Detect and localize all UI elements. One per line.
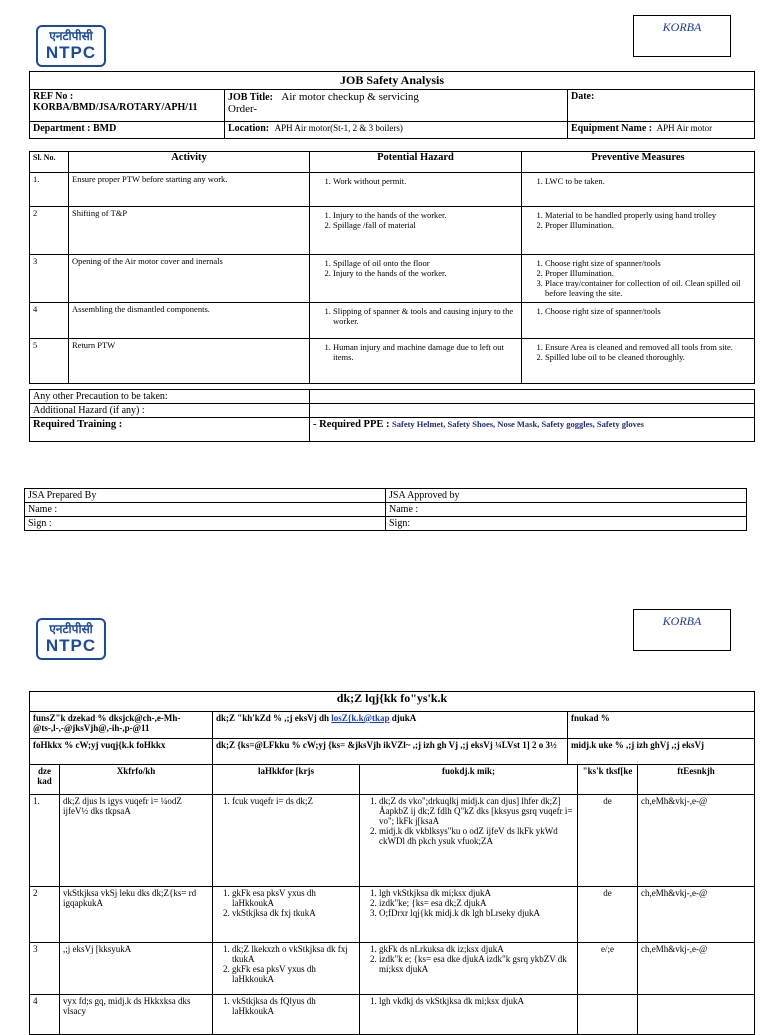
korba-box-2: KORBA <box>633 609 731 651</box>
location-label: Location: <box>228 123 270 134</box>
hazard-list <box>216 796 356 806</box>
hindi-title: dk;Z lqj{kk fo"ys'k.k <box>30 692 755 712</box>
logo-text: NTPC <box>45 636 97 655</box>
measure-list <box>525 176 751 186</box>
row-hazards <box>310 303 522 339</box>
hindi-location: dk;Z {ks=@LFkku % cW;yj {ks= &jksVjh ikVZl~ ,;j izh gh Vj ,;j eksVj ¼LVst 1] 2 o 3½ <box>213 739 568 765</box>
jsa-header-table <box>29 71 755 139</box>
row-hazards <box>310 339 522 384</box>
list-item: 2. izdk"ke; {ks= esa dk;Z djukA <box>379 898 574 908</box>
row-activity: vyx fd;s gq, midj.k ds Hkkxksa dks vlsacy <box>60 995 213 1035</box>
row-risk <box>578 995 638 1035</box>
row-measures <box>522 173 755 207</box>
list-item: 2. vkStkjksa dk fxj tkukA <box>232 908 356 918</box>
row-activity: Assembling the dismantled components. <box>69 303 310 339</box>
row-risk: e/;e <box>578 943 638 995</box>
list-item: 2. izdk"k e; {ks= esa dke djukA izdk"k gsrq ykbZV dk mi;ksx djukA <box>379 954 574 974</box>
hindi-job-suffix: djukA <box>389 713 417 723</box>
hindi-job-prefix: dk;Z "kh'kZd % ,;j eksVj dh <box>216 713 332 723</box>
table-row <box>30 255 755 303</box>
col-activity: Activity <box>69 152 310 173</box>
row-measures <box>522 207 755 255</box>
list-item: 1. lgh vkdkj ds vkStkjksa dk mi;ksx djukA <box>379 996 574 1006</box>
list-item: 2. gkFk esa pksV yxus dh laHkkoukA <box>232 964 356 984</box>
row-measures <box>522 255 755 303</box>
list-item: 1. Spillage of oil onto the floor <box>333 258 518 268</box>
ref-cell <box>30 90 225 122</box>
ref-value: KORBA/BMD/JSA/ROTARY/APH/11 <box>33 102 198 113</box>
row-measures <box>360 795 578 887</box>
ntpc-logo <box>36 25 106 67</box>
job-title-value: Air motor checkup & servicing <box>281 91 419 103</box>
row-risk: de <box>578 795 638 887</box>
list-item: 1. Ensure Area is cleaned and removed all tools from site. <box>545 342 751 352</box>
required-ppe-value: Safety Helmet, Safety Shoes, Nose Mask, Safety goggles, Safety gloves <box>392 419 644 429</box>
hazard-list <box>216 888 356 918</box>
required-ppe-label: - Required PPE : <box>313 419 390 430</box>
hindi-date: fnukad % <box>568 712 755 739</box>
measure-list <box>363 996 574 1006</box>
hazard-list <box>313 210 518 230</box>
hazard-list <box>313 258 518 278</box>
hazard-list <box>313 342 518 362</box>
row-risk: de <box>578 887 638 943</box>
required-ppe-cell <box>310 418 755 442</box>
hindi-ref: funsZ"k dzekad % dksjck@ch-,e-Mh-@ts-,l-,-@jksVjh@,-ih-,p-@11 <box>30 712 213 739</box>
list-item: 1. dk;Z ds vko";drkuqlkj midj.k can djus] lhfer dk;Z] ÅapkbZ ij dk;Z fdlh Q"kZ dks [kksyus gsrq vuqefr i= vo"; lkFk j[ksaA <box>379 796 574 826</box>
measure-list <box>363 888 574 918</box>
row-sl: 4 <box>30 303 69 339</box>
h-col-hazard: laHkkfor [krjs <box>213 765 360 795</box>
list-item: 3. Place tray/container for collection of oil. Clean spilled oil before leaving the site. <box>545 278 751 298</box>
row-sl: 2 <box>30 207 69 255</box>
row-sl: 3 <box>30 943 60 995</box>
row-activity: vkStkjksa vkSj leku dks dk;Z{ks= rd igqapkukA <box>60 887 213 943</box>
row-hazards <box>310 207 522 255</box>
table-row <box>30 995 755 1035</box>
list-item: 1. Injury to the hands of the worker. <box>333 210 518 220</box>
other-precaution: Any other Precaution to be taken: <box>30 390 310 404</box>
signoff-table <box>24 488 747 531</box>
name-left: Name : <box>25 503 386 517</box>
col-measures: Preventive Measures <box>522 152 755 173</box>
row-responsibility: ch,eMh&vkj-,e-@ <box>638 887 755 943</box>
hindi-job-title <box>213 712 568 739</box>
list-item: 3. O;fDrxr lqj{kk midj.k dk lgh bLrseky djukA <box>379 908 574 918</box>
h-col-activity: Xkfrfo/kh <box>60 765 213 795</box>
row-responsibility: ch,eMh&vkj-,e-@ <box>638 943 755 995</box>
location-value: APH Air motor(St-1, 2 & 3 boilers) <box>274 123 403 133</box>
measure-list <box>525 306 751 316</box>
row-sl: 1. <box>30 795 60 887</box>
list-item: 1. LWC to be taken. <box>545 176 751 186</box>
jsa-hindi-header-table <box>29 691 755 765</box>
hazard-list <box>313 306 518 326</box>
row-hazards <box>213 995 360 1035</box>
additional-hazard: Additional Hazard (if any) : <box>30 404 310 418</box>
h-col-resp: ftEesnkjh <box>638 765 755 795</box>
department: Department : BMD <box>30 122 225 139</box>
measure-list <box>363 796 574 846</box>
h-col-measures: fuokdj.k mik; <box>360 765 578 795</box>
table-row <box>30 207 755 255</box>
list-item: 2. Injury to the hands of the worker. <box>333 268 518 278</box>
list-item: 2. Spilled lube oil to be cleaned thoroughly. <box>545 352 751 362</box>
row-activity: dk;Z djus ls igys vuqefr i= ¼odZ ijfeV½ dks tkpsaA <box>60 795 213 887</box>
hindi-job-link[interactable]: losZ{k.k@tkap <box>331 713 390 723</box>
row-responsibility <box>638 995 755 1035</box>
list-item: 2. midj.k dk vkblksys"ku o odZ ijfeV ds lkFk ykWd ckWDl dh pkch ysuk vfuok;ZA <box>379 826 574 846</box>
row-activity: ,;j eksVj [kksyukA <box>60 943 213 995</box>
logo-hindi: एनटीपीसी <box>49 29 93 43</box>
measure-list <box>525 258 751 298</box>
list-item: 1. Human injury and machine damage due to left out items. <box>333 342 518 362</box>
order-label: Order- <box>228 103 258 115</box>
sign-left: Sign : <box>25 517 386 531</box>
list-item: 1. Material to be handled properly using hand trolley <box>545 210 751 220</box>
row-measures <box>360 995 578 1035</box>
row-hazards <box>213 795 360 887</box>
row-measures <box>522 339 755 384</box>
list-item: 1. dk;Z lkekxzh o vkStkjksa dk fxj tkukA <box>232 944 356 964</box>
list-item: 2. Proper Illumination. <box>545 268 751 278</box>
row-activity: Opening of the Air motor cover and inernals <box>69 255 310 303</box>
row-hazards <box>213 887 360 943</box>
list-item: 1. gkFk ds nLrkuksa dk iz;ksx djukA <box>379 944 574 954</box>
row-sl: 3 <box>30 255 69 303</box>
col-hazard: Potential Hazard <box>310 152 522 173</box>
list-item: 1. Slipping of spanner & tools and causing injury to the worker. <box>333 306 518 326</box>
list-item: 2. Spillage /fall of material <box>333 220 518 230</box>
row-hazards <box>310 255 522 303</box>
measure-list <box>525 342 751 362</box>
hindi-activity-table <box>29 764 755 1035</box>
row-sl: 4 <box>30 995 60 1035</box>
table-row <box>30 303 755 339</box>
measure-list <box>363 944 574 974</box>
equipment-cell <box>568 122 755 139</box>
list-item: 1. gkFk esa pksV yxus dh laHkkoukA <box>232 888 356 908</box>
row-responsibility: ch,eMh&vkj-,e-@ <box>638 795 755 887</box>
activity-rows <box>30 173 755 384</box>
h-col-risk: "ks'k tksf[ke <box>578 765 638 795</box>
row-measures <box>522 303 755 339</box>
hazard-list <box>216 944 356 984</box>
col-sl: Sl. No. <box>30 152 69 173</box>
row-sl: 5 <box>30 339 69 384</box>
equipment-value: APH Air motor <box>656 123 713 133</box>
table-row <box>30 887 755 943</box>
hindi-dept: foHkkx % cW;yj vuqj{k.k foHkkx <box>30 739 213 765</box>
measure-list <box>525 210 751 230</box>
hindi-activity-rows <box>30 795 755 1035</box>
logo-text: NTPC <box>45 43 97 62</box>
korba-box: KORBA <box>633 15 731 57</box>
list-item: 1. lgh vkStkjksa dk mi;ksx djukA <box>379 888 574 898</box>
name-right: Name : <box>386 503 747 517</box>
list-item: 1. Work without permit. <box>333 176 518 186</box>
sign-right: Sign: <box>386 517 747 531</box>
date-label: Date: <box>568 90 755 122</box>
row-sl: 1. <box>30 173 69 207</box>
hindi-equipment: midj.k uke % ,;j izh ghVj ,;j eksVj <box>568 739 755 765</box>
table-row <box>30 173 755 207</box>
row-activity: Ensure proper PTW before starting any work. <box>69 173 310 207</box>
required-training: Required Training : <box>30 418 310 442</box>
job-title-cell <box>225 90 568 122</box>
h-col-sl: dze kad <box>30 765 60 795</box>
table-row <box>30 943 755 995</box>
location-cell <box>225 122 568 139</box>
prepared-by: JSA Prepared By <box>25 489 386 503</box>
job-title-label: JOB Title: <box>228 92 273 103</box>
hazard-list <box>216 996 356 1016</box>
list-item: 1. fcuk vuqefr i= ds dk;Z <box>232 796 356 806</box>
activity-table <box>29 151 755 384</box>
list-item: 1. Choose right size of spanner/tools <box>545 306 751 316</box>
row-sl: 2 <box>30 887 60 943</box>
list-item: 1. Choose right size of spanner/tools <box>545 258 751 268</box>
row-measures <box>360 943 578 995</box>
list-item: 2. Proper Illumination. <box>545 220 751 230</box>
jsa-title: JOB Safety Analysis <box>30 72 755 90</box>
list-item: 1. vkStkjksa ds fQlyus dh laHkkoukA <box>232 996 356 1016</box>
hazard-list <box>313 176 518 186</box>
ref-label: REF No : <box>33 91 74 102</box>
row-measures <box>360 887 578 943</box>
approved-by: JSA Approved by <box>386 489 747 503</box>
logo-hindi: एनटीपीसी <box>49 622 93 636</box>
ntpc-logo-2 <box>36 618 106 660</box>
precaution-table <box>29 389 755 442</box>
table-row <box>30 795 755 887</box>
row-hazards <box>213 943 360 995</box>
equipment-label: Equipment Name : <box>571 123 653 134</box>
row-activity: Return PTW <box>69 339 310 384</box>
table-row <box>30 339 755 384</box>
row-hazards <box>310 173 522 207</box>
row-activity: Shifting of T&P <box>69 207 310 255</box>
